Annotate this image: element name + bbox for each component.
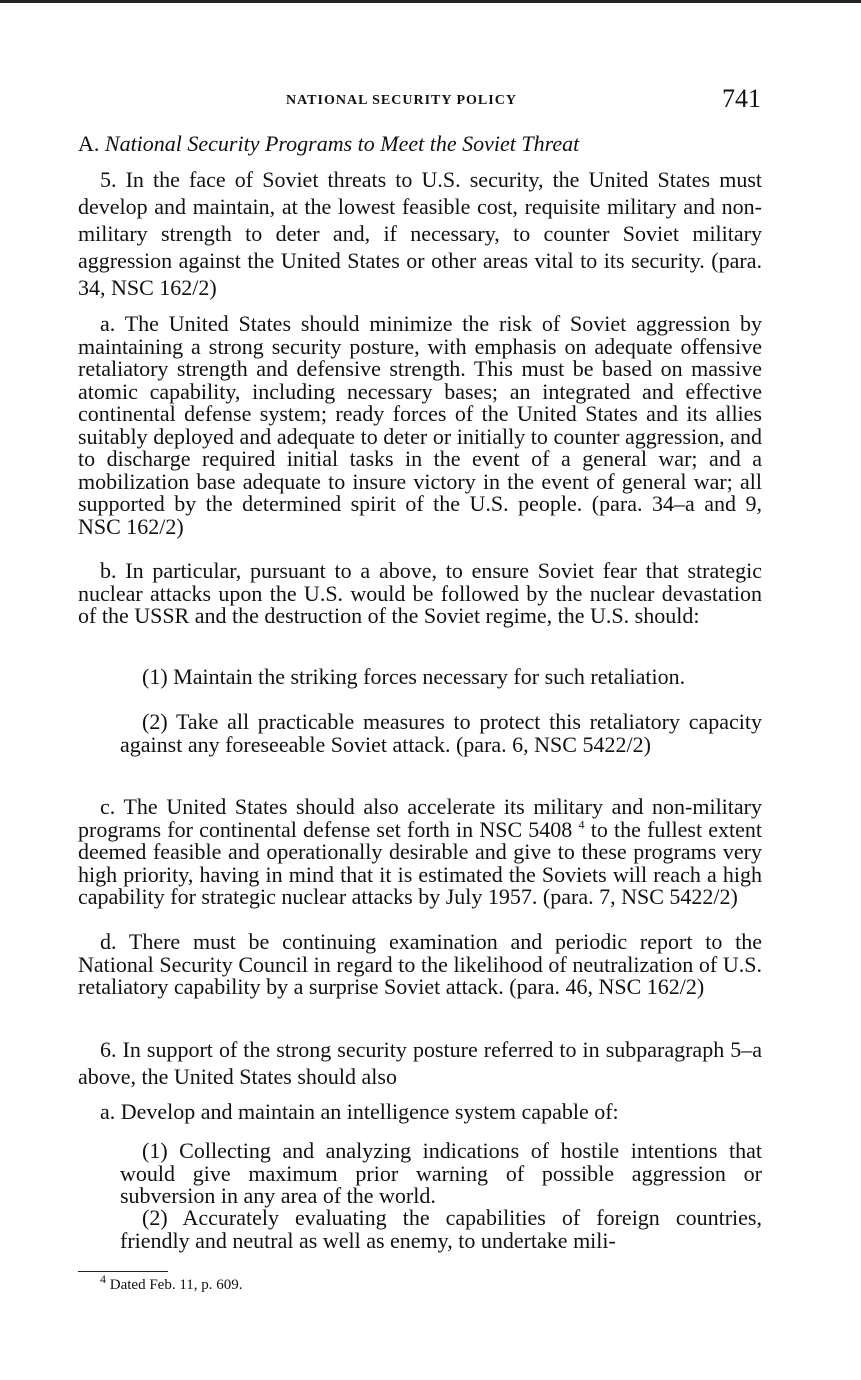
paragraph-5b: b. In particular, pursuant to a above, to ensure Soviet fear that strategic nuclear attacks upon the U.S. would be followed by the nuclear devastation of the USSR and the destruction of the Soviet regime, the U.S. should: xyxy=(78,558,762,628)
paragraph-5c-text-1: c. The United States should also accelerate its military and non-military programs for continental defense set forth in NSC 5408 xyxy=(78,794,762,842)
footnote xyxy=(100,1272,243,1294)
paragraph-5c xyxy=(78,796,762,909)
paragraph-5b-1: (1) Maintain the striking forces necessary for such retaliation. xyxy=(142,664,686,689)
paragraph-5b-2: (2) Take all practicable measures to protect this retaliatory capacity against any foreseeable Soviet attack. (para. 6, NSC 5422/2) xyxy=(120,709,762,757)
paragraph-6: 6. In support of the strong security posture referred to in subparagraph 5–a above, the United States should also xyxy=(78,1037,762,1089)
section-title: National Security Programs to Meet the Soviet Threat xyxy=(104,131,580,156)
footnote-marker: 4 xyxy=(100,1272,106,1286)
paragraph-5c-text-2: to the fullest extent deemed feasible and operationally desirable and give to these programs very high priority, having in mind that it is estimated the Soviets will reach a high capability for strategic nuclear attacks by July 1957. (para. 7, NSC 5422/2) xyxy=(78,816,763,909)
paragraph-5a: a. The United States should minimize the risk of Soviet aggression by maintaining a strong security posture, with emphasis on adequate offensive retaliatory strength and defensive strength. This must be based on massive atomic capability, including necessary bases; an integrated and effective continental defense system; ready forces of the United States and its allies suitably deployed and adequate to deter or initially to counter aggression, and to discharge required initial tasks in the event of a general war; and a mobilization base adequate to insure victory in the event of general war; all supported by the determined spirit of the U.S. people. (para. 34–a and 9, NSC 162/2) xyxy=(78,311,762,539)
footnote-reference: 4 xyxy=(578,817,585,832)
page-top-edge xyxy=(0,0,861,3)
footnote-rule xyxy=(78,1271,168,1272)
paragraph-6a-1: (1) Collecting and analyzing indications of hostile intentions that would give maximum prior warning of possible aggression or subversion in any area of the world. xyxy=(120,1138,762,1208)
page-number: 741 xyxy=(722,84,761,113)
paragraph-6a: a. Develop and maintain an intelligence system capable of: xyxy=(100,1099,619,1124)
section-letter: A. xyxy=(78,131,100,156)
section-heading xyxy=(78,131,579,157)
paragraph-5d: d. There must be continuing examination and periodic report to the National Security Council in regard to the likelihood of neutralization of U.S. retaliatory capability by a surprise Soviet attack. (para. 46, NSC 162/2) xyxy=(78,929,762,999)
footnote-text: Dated Feb. 11, p. 609. xyxy=(106,1277,243,1293)
paragraph-5: 5. In the face of Soviet threats to U.S. security, the United States must develop and maintain, at the lowest feasible cost, requisite military and non-military strength to deter and, if necessary, to counter Soviet military aggression against the United States or other areas vital to its security. (para. 34, NSC 162/2) xyxy=(78,167,762,300)
paragraph-6a-2: (2) Accurately evaluating the capabilities of foreign countries, friendly and neutral as well as enemy, to undertake mili- xyxy=(120,1205,762,1253)
running-head: NATIONAL SECURITY POLICY xyxy=(286,93,517,108)
